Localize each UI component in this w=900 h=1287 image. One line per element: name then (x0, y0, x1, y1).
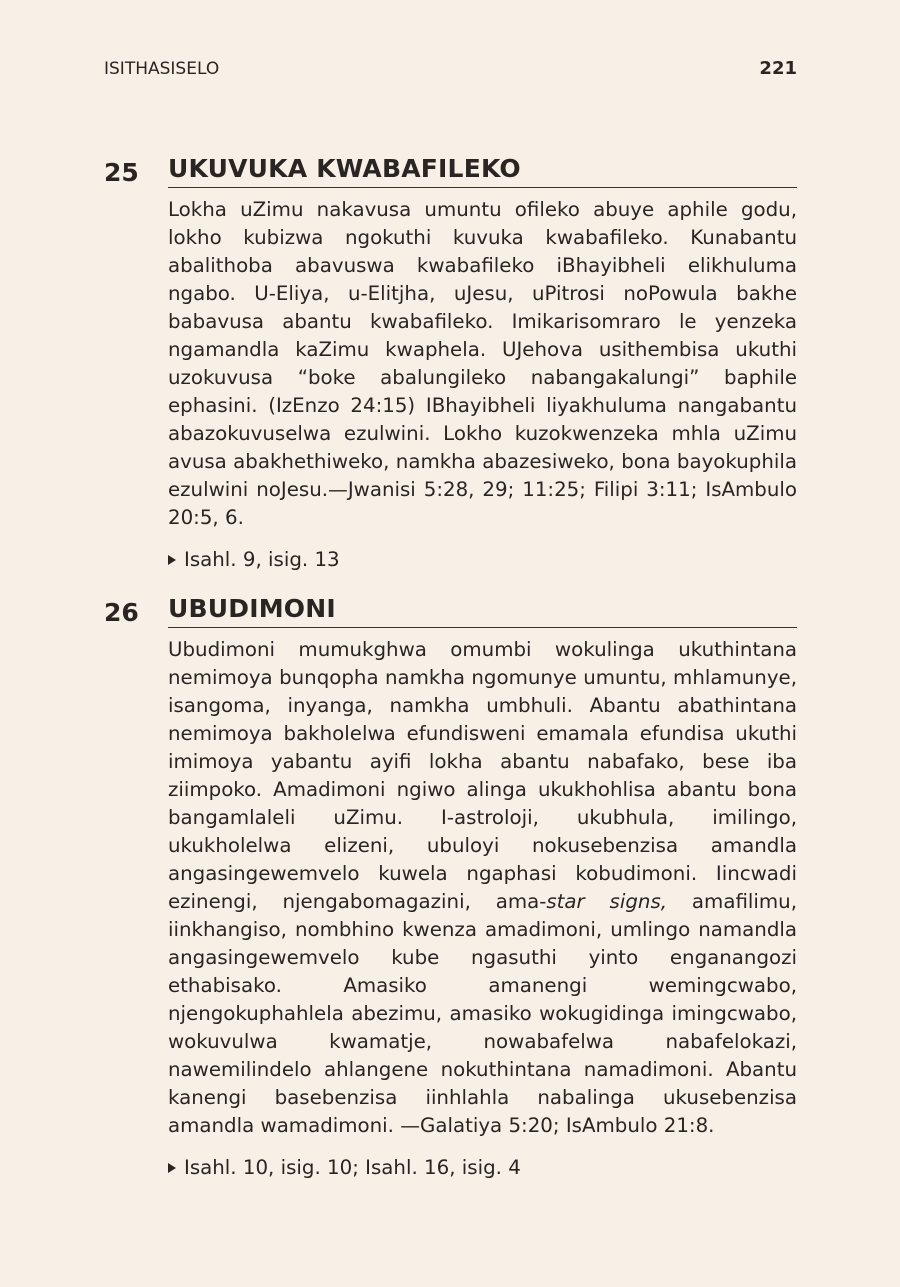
section-title: ISITHASISELO (104, 59, 220, 79)
entry-body-italic: star signs, (546, 890, 668, 913)
arrow-right-icon (168, 555, 176, 565)
entry-reference-text: Isahl. 10, isig. 10; Isahl. 16, isig. 4 (184, 1156, 521, 1179)
entry-body-text: amafilimu, iinkhangiso, nombhino kwenza amadimoni, umlingo namandla angasingewemvelo kube ngasuthi yinto enganangozi ethabisako. Amasiko amanengi wemingcwabo, njengokuphahlela abezimu, amasiko wokugidinga imingcwabo, wokuvulwa kwamatje, nowabafelwa nabafelokazi, nawemilindelo ahlangene nokuthintana namadimoni. Abantu kanengi basebenzisa iinhlahla nabalinga ukusebenzisa amandla wamadimoni. —Galatiya 5:20; IsAmbulo 21:8. (168, 890, 797, 1137)
entry-reference-text: Isahl. 9, isig. 13 (184, 548, 340, 571)
entry-26 (104, 594, 797, 1182)
entry-title: UBUDIMONI (168, 594, 797, 628)
entry-reference-link[interactable] (168, 1154, 797, 1182)
entry-number: 26 (104, 598, 139, 627)
entry-number: 25 (104, 158, 139, 187)
entry-heading (104, 594, 797, 628)
entry-body-text: Ubudimoni mumukghwa omumbi wokulinga ukuthintana nemimoya bunqopha namkha ngomunye umuntu, mhlamunye, isangoma, inyanga, namkha umbhuli. Abantu abathintana nemimoya bakholelwa efundisweni emamala efundisa ukuthi imimoya yabantu ayifi lokha abantu nabafako, bese iba ziimpoko. Amadimoni ngiwo alinga ukukhohlisa abantu bona bangamlaleli uZimu. I-astroloji, ukubhula, imilingo, ukukholelwa elizeni, ubuloyi nokusebenzisa amandla angasingewemvelo kuwela ngaphasi kobudimoni. Iincwadi ezinengi, njengabomagazini, ama- (168, 638, 797, 913)
entry-body: Lokha uZimu nakavusa umuntu ofileko abuye aphile godu, lokho kubizwa ngokuthi kuvuka kwabafileko. Kunabantu abalithoba abavuswa kwabafileko iBhayibheli elikhuluma ngabo. U-Eliya, u-Elitjha, uJesu, uPitrosi noPowula bakhe babavusa abantu kwabafileko. Imikarisomraro le yenzeka ngamandla kaZimu kwaphela. UJehova usithembisa ukuthi uzokuvusa “boke abalungileko nabangakalungi” baphile ephasini. (IzEnzo 24:15) IBhayibheli liyakhuluma nangabantu abazokuvuselwa ezulwini. Lokho kuzokwenzeka mhla uZimu avusa abakhethiweko, namkha abazesiweko, bona bayokuphila ezulwini noJesu.—Jwanisi 5:28, 29; 11:25; Filipi 3:11; IsAmbulo 20:5, 6. (168, 198, 797, 529)
entry-title: UKUVUKA KWABAFILEKO (168, 154, 797, 188)
entry-heading (104, 154, 797, 188)
arrow-right-icon (168, 1163, 176, 1173)
running-header (104, 58, 797, 79)
entry-body (168, 636, 797, 1140)
page-number: 221 (759, 58, 797, 79)
entry-reference-link[interactable] (168, 546, 797, 574)
entry-25 (104, 154, 797, 574)
